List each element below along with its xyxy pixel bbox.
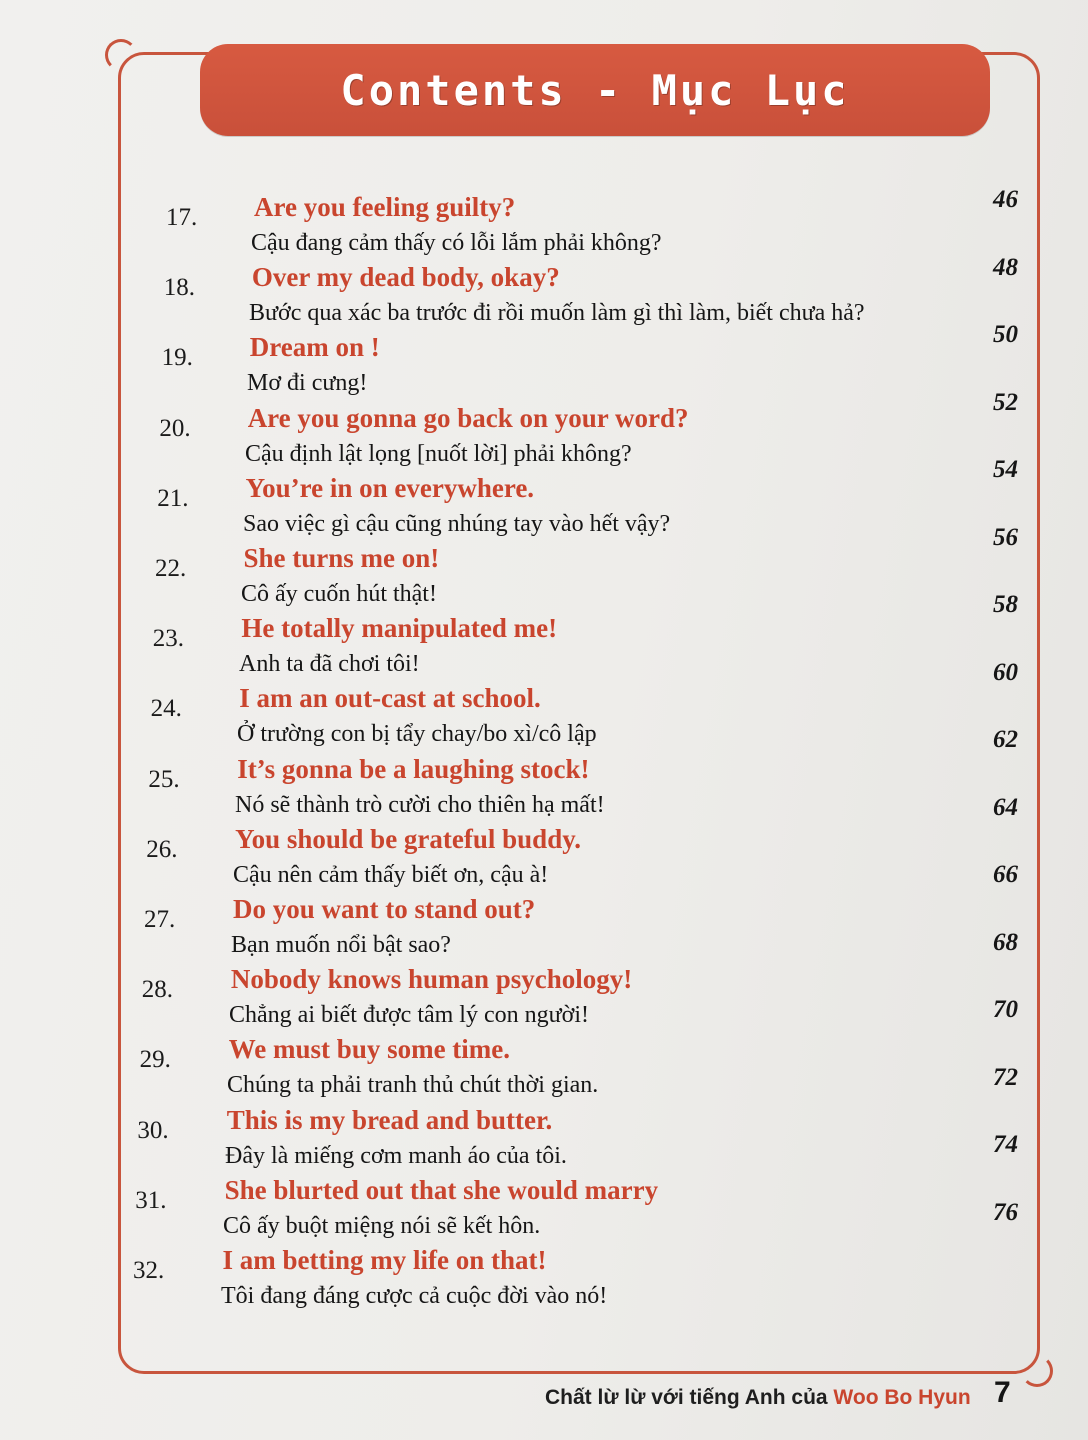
entry-vietnamese-translation: Sao việc gì cậu cũng nhúng tay vào hết vậy? (243, 510, 671, 537)
entry-english-phrase: This is my bread and butter. (226, 1104, 553, 1135)
entry-page-number: 66 (993, 861, 1018, 888)
entry-english-phrase: Over my dead body, okay? (251, 262, 560, 293)
entry-english-phrase: We must buy some time. (228, 1034, 511, 1065)
entry-english-phrase: You should be grateful buddy. (235, 823, 581, 854)
entry-vietnamese-translation: Anh ta đã chơi tôi! (239, 651, 420, 678)
entry-page-number: 72 (993, 1063, 1018, 1091)
entry-english-phrase: I am an out-cast at school. (239, 683, 541, 714)
entry-vietnamese-translation: Đây là miếng cơm manh áo của tôi. (225, 1142, 567, 1169)
entry-page-number: 46 (993, 186, 1018, 213)
entry-number: 29. (139, 1046, 171, 1074)
entry-vietnamese-translation: Chúng ta phải tranh thủ chút thời gian. (227, 1072, 599, 1099)
entry-english-phrase: I am betting my life on that! (222, 1245, 547, 1275)
entry-page-number: 58 (993, 591, 1018, 618)
entry-number: 18. (163, 274, 196, 302)
entry-english-phrase: He totally manipulated me! (241, 613, 558, 644)
entry-english-phrase: Are you gonna go back on your word? (247, 402, 689, 433)
entry-vietnamese-translation: Cô ấy buột miệng nói sẽ kết hôn. (223, 1212, 541, 1239)
entry-vietnamese-translation: Bước qua xác ba trước đi rồi muốn làm gì thì làm, biết chưa hả? (249, 300, 865, 327)
page-title: Contents - Mục Lục (340, 65, 850, 115)
entry-vietnamese-translation: Bạn muốn nổi bật sao? (231, 932, 451, 958)
footer-author: Woo Bo Hyun (833, 1386, 971, 1409)
entry-vietnamese-translation: Cậu nên cảm thấy biết ơn, cậu à! (233, 861, 549, 888)
entry-number: 23. (152, 625, 185, 653)
entry-english-phrase: You’re in on everywhere. (245, 472, 535, 503)
entry-vietnamese-translation: Cô ấy cuốn hút thật! (241, 581, 437, 607)
footer-text: Chất lừ lừ với tiếng Anh của (545, 1386, 834, 1409)
entry-english-phrase: She blurted out that she would marry (224, 1174, 659, 1205)
entry-english-phrase: Do you want to stand out? (233, 894, 536, 924)
entry-vietnamese-translation: Cậu định lật lọng [nuốt lời] phải không? (245, 440, 632, 467)
footer-credit (545, 1386, 971, 1410)
entry-english-phrase: She turns me on! (243, 543, 440, 573)
entry-page-number: 54 (993, 456, 1018, 483)
entry-page-number: 50 (993, 321, 1018, 348)
entry-vietnamese-translation: Cậu đang cảm thấy có lỗi lắm phải không? (251, 230, 662, 256)
entry-english-phrase: It’s gonna be a laughing stock! (237, 753, 590, 784)
entry-vietnamese-translation: Tôi đang đáng cược cả cuộc đời vào nó! (221, 1283, 608, 1309)
entry-vietnamese-translation: Mơ đi cưng! (247, 370, 368, 397)
entry-vietnamese-translation: Ở trường con bị tẩy chay/bo xì/cô lập (237, 721, 597, 748)
page-number: 7 (994, 1376, 1011, 1409)
entry-vietnamese-translation: Chẳng ai biết được tâm lý con người! (229, 1002, 589, 1029)
entry-vietnamese-translation: Nó sẽ thành trò cười cho thiên hạ mất! (235, 791, 605, 818)
entry-page-number: 60 (993, 658, 1018, 686)
entry-page-number: 74 (993, 1131, 1018, 1158)
entry-page-number: 70 (993, 996, 1018, 1023)
entry-page-number: 52 (993, 388, 1018, 416)
entry-page-number: 62 (993, 726, 1018, 753)
entry-page-number: 64 (993, 793, 1018, 821)
entry-number: 22. (155, 555, 187, 582)
entry-number: 19. (161, 344, 193, 372)
entry-page-number: 76 (993, 1198, 1018, 1226)
entry-number: 25. (148, 765, 180, 793)
entry-english-phrase: Nobody knows human psychology! (230, 964, 633, 995)
entry-number: 21. (157, 484, 189, 512)
entry-english-phrase: Dream on ! (249, 332, 380, 363)
entry-page-number: 48 (993, 253, 1018, 281)
entry-number: 24. (150, 695, 182, 723)
entry-number: 30. (137, 1116, 169, 1144)
entry-number: 17. (166, 204, 198, 231)
entry-number: 20. (159, 414, 191, 442)
entry-page-number: 56 (993, 523, 1018, 551)
entry-number: 27. (144, 906, 176, 933)
entry-number: 31. (135, 1186, 167, 1214)
entry-number: 28. (141, 976, 174, 1004)
entry-page-number: 68 (993, 928, 1018, 956)
entry-number: 32. (133, 1257, 165, 1284)
entry-english-phrase: Are you feeling guilty? (254, 192, 516, 222)
entry-number: 26. (146, 835, 178, 863)
